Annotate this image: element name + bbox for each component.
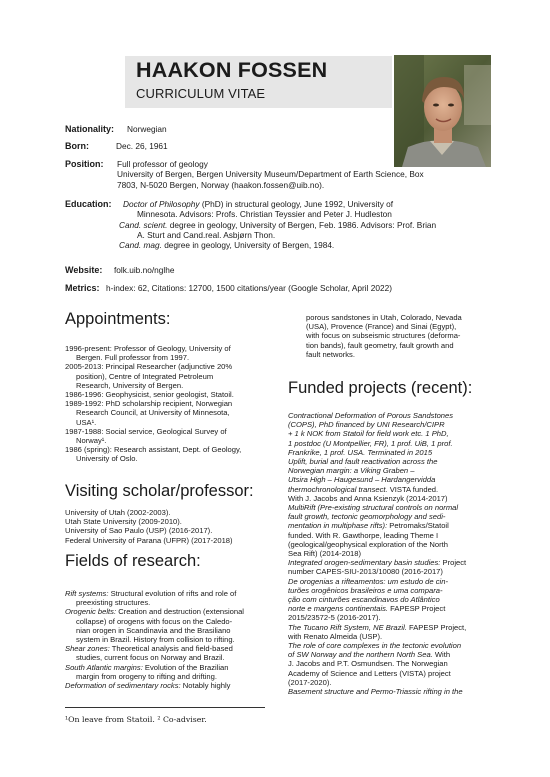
funded-line: turões orogênicos brasileiros e uma compara-	[288, 585, 443, 595]
funded-line: + 1 k NOK from Statoil for field work etc. 1 PhD,	[288, 429, 449, 439]
funded-line: MultiRift (Pre-existing structural controls on normal	[288, 503, 459, 513]
field-line: preexisting structures.	[76, 598, 151, 608]
portrait-photo	[394, 55, 491, 167]
field-line: collapse) of orogens with focus on the Caledo-	[76, 616, 233, 626]
continuation-line: with focus on subseismic structures (deforma-	[306, 331, 461, 341]
fields-heading: Fields of research:	[65, 552, 201, 570]
education-line: A. Sturt and Cand.real. Asbjørn Thon.	[137, 229, 276, 240]
appointment-line: 1986-1996: Geophysicist, senior geologist, Statoil.	[65, 390, 234, 400]
nationality-value: Norwegian	[127, 124, 167, 134]
visiting-heading: Visiting scholar/professor:	[65, 482, 254, 500]
field-line: nian orogen in Scandinavia and the Brasiliano	[76, 625, 231, 635]
funded-line: Sea Rift) (2014-2018)	[288, 549, 362, 559]
metrics-value: h-index: 62, Citations: 12700, 1500 citations/year (Google Scholar, April 2022)	[106, 283, 392, 293]
education-line: Doctor of Philosophy (PhD) in structural geology, June 1992, University of	[123, 199, 394, 209]
website-link[interactable]: folk.uib.no/nglhe	[114, 265, 175, 275]
field-line: Rift systems: Structural evolution of rifts and role of	[65, 589, 237, 598]
footnote-rule	[65, 707, 265, 708]
visiting-line: University of Utah (2002-2003).	[65, 508, 171, 517]
education-label: Education:	[65, 199, 112, 209]
funded-line: With J. Jacobs and Anna Ksienzyk (2014-2017)	[288, 493, 448, 503]
appointment-line: Norway¹.	[76, 436, 107, 446]
position-line: Full professor of geology	[117, 159, 208, 169]
appointment-line: 1989-1992: PhD scholarship recipient, Norwegian	[65, 399, 233, 409]
funded-line: (geological/geophysical exploration of the North	[288, 539, 448, 549]
education-line: Cand. scient. degree in geology, University of Bergen, Feb. 1986. Advisors: Prof. Brian	[119, 219, 437, 230]
fields-list	[65, 589, 278, 690]
funded-line: ção com cinturões escandinavos do Atlântico	[288, 595, 440, 605]
funded-line: fault growth, tectonic geomorphology and sedi-	[288, 512, 446, 522]
appointment-line: 2005-2013: Principal Researcher (adjunctive 20%	[65, 362, 233, 372]
funded-line: 1 postdoc (U Montpellier, FR), 1 prof. UiB, 1 prof.	[288, 438, 453, 448]
funded-line: De orogenias a rifteamentos: um estudo de cin-	[288, 576, 448, 586]
funded-line: mentation in multiphase rifts): Petromaks/Statoil	[288, 521, 449, 531]
appointment-line: Research, University of Bergen.	[76, 380, 184, 390]
appointment-line: position), Centre of Integrated Petroleum	[76, 371, 214, 381]
education-value	[119, 199, 437, 251]
field-line: system in Brazil. History from collision to rifting.	[76, 635, 235, 645]
field-line: South Atlantic margins: Evolution of the Brazilian	[65, 662, 229, 672]
field-line: studies, current focus on Norway and Brazil.	[76, 653, 225, 663]
funded-line: funded. With R. Gawthorpe, leading Theme I	[288, 530, 439, 540]
funded-line: Norwegian margin: a Viking Graben –	[288, 466, 415, 476]
born-value: Dec. 26, 1961	[116, 141, 168, 151]
appointments-list	[65, 344, 278, 464]
continuation-line: fault networks.	[306, 349, 355, 359]
funded-heading: Funded projects (recent):	[288, 379, 473, 397]
appointment-line: University of Oslo.	[76, 454, 138, 464]
appointment-line: 1987-1988: Social service, Geological Survey of	[65, 426, 227, 436]
visiting-line: Utah State University (2009-2010).	[65, 517, 182, 527]
funded-line: The Tucano Rift System, NE Brazil. FAPESP Project,	[288, 622, 467, 632]
funded-list	[288, 411, 486, 696]
funded-line: (2017-2020).	[288, 677, 332, 687]
continuation-line: tion bands), fault geometry, fault growth and	[306, 340, 454, 350]
nationality-label: Nationality:	[65, 124, 115, 134]
education-line: Cand. mag. degree in geology, University of Bergen, 1984.	[119, 240, 335, 251]
education-line: Minnesota. Advisors: Profs. Christian Teyssier and Peter J. Hudleston	[137, 209, 392, 220]
field-line: Orogenic belts: Creation and destruction (extensional	[65, 607, 244, 617]
funded-line: Integrated orogen-sedimentary basin studies: Project	[288, 558, 467, 568]
position-label: Position:	[65, 159, 104, 169]
field-line: Deformation of sedimentary rocks: Notably highly	[65, 681, 231, 691]
website-label: Website:	[65, 265, 103, 275]
funded-line: of SW Norway and the northern North Sea. With	[288, 650, 451, 660]
funded-line: with Renato Almeida (USP).	[288, 631, 383, 641]
visiting-list	[65, 508, 278, 545]
funded-line: Contractional Deformation of Porous Sandstones	[288, 411, 454, 420]
appointment-line: Research Council, at University of Minnesota,	[76, 408, 230, 418]
funded-line: 2015/23572-5 (2016-2017).	[288, 613, 381, 623]
funded-line: Uplift, burial and fault reactivation across the	[288, 457, 438, 467]
funded-line: number CAPES-SIU-2013/10080 (2016-2017)	[288, 567, 443, 577]
visiting-line: University of Sao Paulo (USP) (2016-2017).	[65, 526, 213, 536]
appointments-heading: Appointments:	[65, 310, 171, 328]
funded-line: J. Jacobs and P.T. Osmundsen. The Norwegian	[288, 659, 448, 669]
appointment-line: 1996-present: Professor of Geology, University of	[65, 344, 231, 353]
footnote: ¹On leave from Statoil. ² Co-adviser.	[65, 715, 207, 724]
continuation-line: (USA), Provence (France) and Sinai (Egypt),	[306, 322, 457, 332]
appointment-line: 1986 (spring): Research assistant, Dept. of Geology,	[65, 445, 242, 455]
funded-line: Utsira High – Haugesund – Hardangervidda	[288, 475, 436, 485]
visiting-line: Federal University of Parana (UFPR) (2017-2018)	[65, 535, 233, 545]
funded-line: Academy of Science and Letters (VISTA) project	[288, 668, 451, 678]
position-value	[117, 159, 424, 190]
research-continuation	[306, 313, 504, 359]
cv-name: HAAKON FOSSEN	[136, 58, 328, 82]
funded-line: Frankrike, 1 prof. USA. Terminated in 2015	[288, 447, 433, 457]
cv-subtitle: CURRICULUM VITAE	[136, 86, 266, 101]
continuation-line: porous sandstones in Utah, Colorado, Nevada	[306, 313, 462, 322]
field-line: Shear zones: Theoretical analysis and field-based	[65, 644, 233, 654]
position-line: 7803, N-5020 Bergen, Norway (haakon.fossen@uib.no).	[117, 179, 325, 190]
appointment-line: Bergen. Full professor from 1997.	[76, 353, 190, 363]
field-line: margin from orogeny to rifting and drifting.	[76, 671, 217, 681]
funded-line: (COPS), PhD financed by UNI Research/CIPR	[288, 420, 445, 430]
funded-line: norte e margens continentais. FAPESP Project	[288, 604, 446, 614]
born-label: Born:	[65, 141, 89, 151]
funded-line: thermochronological transect. VISTA funded.	[288, 484, 439, 494]
appointment-line: USA¹.	[76, 417, 97, 427]
portrait-image	[394, 55, 491, 167]
funded-line: The role of core complexes in the tectonic evolution	[288, 641, 462, 651]
position-line: University of Bergen, Bergen University Museum/Department of Earth Science, Box	[117, 169, 424, 180]
funded-line: Basement structure and Permo-Triassic rifting in the	[288, 687, 463, 697]
metrics-label: Metrics:	[65, 283, 100, 293]
